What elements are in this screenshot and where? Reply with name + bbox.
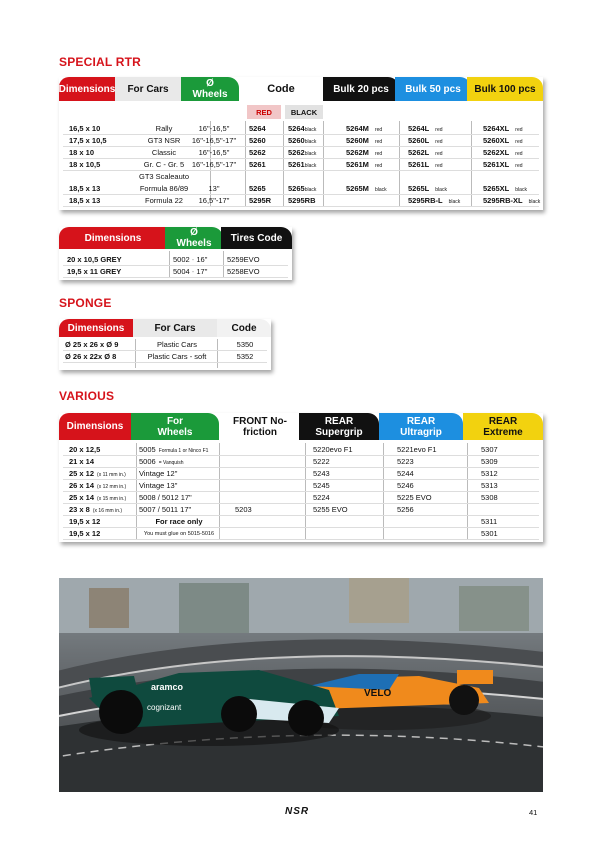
supergrip-code-cell bbox=[313, 481, 330, 490]
bulk-code-cell bbox=[408, 124, 443, 135]
bulk-code-cell bbox=[346, 124, 382, 135]
section-title-various: VARIOUS bbox=[59, 389, 115, 403]
header-rear-supergrip: REAR Supergrip bbox=[299, 413, 379, 440]
code-cell: 5350 bbox=[236, 340, 254, 349]
black-code: 5261 bbox=[288, 160, 305, 169]
dimension-cell: 20 x 10,5 GREY bbox=[67, 255, 122, 264]
header-code: Code bbox=[239, 77, 323, 101]
dimension-note: (x 11 mm in.) bbox=[97, 472, 126, 478]
dimension-note: (x 15 mm in.) bbox=[97, 496, 127, 502]
bulk-code: 5265M bbox=[346, 184, 369, 193]
header-dimensions: Dimensions bbox=[59, 319, 133, 337]
wheel-value: Vintage 13" bbox=[139, 481, 178, 490]
bulk-color: red bbox=[515, 139, 523, 145]
bulk-code: 5262L bbox=[408, 148, 430, 157]
header-bulk50: Bulk 50 pcs bbox=[395, 77, 471, 101]
wheel-cell: 16"-16,5"-17" bbox=[191, 160, 237, 169]
red-code-cell: 5295R bbox=[249, 196, 272, 205]
dimension-value: 19,5 x 12 bbox=[69, 517, 101, 526]
black-suffix: black bbox=[304, 187, 317, 193]
black-code-cell bbox=[288, 136, 316, 147]
red-code-cell: 5261 bbox=[249, 160, 266, 169]
wheel-code: 5004 bbox=[173, 267, 190, 276]
supergrip-code: 5255 EVO bbox=[313, 505, 348, 514]
dimension-cell: 18,5 x 13 bbox=[69, 196, 101, 205]
supergrip-code: 5220evo bbox=[313, 445, 342, 454]
car1-label: aramco bbox=[151, 682, 184, 692]
header-bulk100: Bulk 100 pcs bbox=[467, 77, 543, 101]
header-for-cars: For Cars bbox=[115, 77, 181, 101]
black-code-cell bbox=[288, 196, 316, 205]
black-code: 5295RB bbox=[288, 196, 316, 205]
header-wheels: Ø Wheels bbox=[181, 77, 239, 101]
wheel-value: Vintage 12" bbox=[139, 469, 178, 478]
various-table bbox=[59, 413, 543, 542]
wheel-value: For race only bbox=[155, 517, 203, 526]
dimension-cell bbox=[69, 493, 126, 504]
black-code: 5260 bbox=[288, 136, 305, 145]
evo-table bbox=[59, 227, 292, 280]
dimension-cell: 18,5 x 13 bbox=[69, 184, 101, 193]
row-divider bbox=[63, 539, 539, 540]
red-code-cell: 5262 bbox=[249, 148, 266, 157]
header-dimensions: Dimensions bbox=[59, 227, 167, 249]
dimension-value: 20 x 12,5 bbox=[69, 445, 101, 454]
bulk-code-cell bbox=[483, 184, 527, 195]
extreme-code-cell: 5307 bbox=[481, 445, 498, 454]
ultragrip-code-cell bbox=[397, 457, 414, 466]
wheel-cell bbox=[139, 469, 177, 478]
black-suffix: black bbox=[304, 139, 317, 145]
supergrip-suffix: F1 bbox=[343, 445, 353, 454]
wheel-value: You must glue on 5015-5016 bbox=[143, 531, 215, 537]
wheel-value: 5006 bbox=[139, 457, 156, 466]
bulk-code: 5262XL bbox=[483, 148, 510, 157]
extreme-code-cell: 5309 bbox=[481, 457, 498, 466]
ultragrip-code-cell bbox=[397, 493, 432, 502]
dimension-value: 23 x 8 bbox=[69, 505, 90, 514]
black-code-cell bbox=[288, 184, 316, 195]
supergrip-code-cell bbox=[313, 505, 348, 514]
wheel-cell bbox=[139, 530, 219, 539]
supergrip-code-cell bbox=[313, 457, 330, 466]
subheader-black: BLACK bbox=[285, 105, 323, 119]
black-suffix: black bbox=[304, 127, 317, 133]
wheel-cell: 16"-16,5"-17" bbox=[191, 136, 237, 145]
header-for-wheels: For Wheels bbox=[131, 413, 219, 440]
header-tires-code: Tires Code bbox=[221, 227, 292, 249]
dimension-cell bbox=[69, 469, 126, 480]
supergrip-code: 5245 bbox=[313, 481, 330, 490]
supergrip-code: 5222 bbox=[313, 457, 330, 466]
row-divider bbox=[63, 455, 539, 456]
bulk-color: red bbox=[435, 151, 443, 157]
bulk-color: black bbox=[448, 199, 461, 205]
tire-code-cell: 5259EVO bbox=[227, 255, 260, 264]
wheel-note: Formula 1 or Ninco F1 bbox=[158, 448, 209, 454]
bulk-code: 5295RB-XL bbox=[483, 196, 523, 205]
wheel-cell: 13" bbox=[208, 184, 220, 193]
ultragrip-code: 5223 bbox=[397, 457, 414, 466]
sponge-table bbox=[59, 319, 271, 370]
dimension-value: 26 x 14 bbox=[69, 481, 95, 490]
wheel-value: 5007 / 5011 17" bbox=[139, 505, 192, 514]
ultragrip-suffix: F1 bbox=[427, 445, 437, 454]
section-title-special-rtr: SPECIAL RTR bbox=[59, 55, 141, 69]
red-code-cell: 5264 bbox=[249, 124, 266, 133]
bulk-code: 5261M bbox=[346, 160, 369, 169]
bulk-code: 5260L bbox=[408, 136, 430, 145]
car-cell: GT3 Scaleauto bbox=[138, 172, 190, 181]
header-code: Code bbox=[217, 319, 271, 337]
bulk-code: 5295RB-L bbox=[408, 196, 443, 205]
bulk-code: 5262M bbox=[346, 148, 369, 157]
page-number: 41 bbox=[529, 808, 538, 817]
wheel-sep: - bbox=[189, 267, 197, 276]
wheel-cell bbox=[139, 505, 191, 514]
bulk-code: 5265L bbox=[408, 184, 430, 193]
ultragrip-code-cell bbox=[397, 445, 437, 454]
wheel-cell bbox=[139, 493, 192, 502]
extreme-code-cell: 5311 bbox=[481, 517, 498, 526]
supergrip-code-cell bbox=[313, 445, 353, 454]
bulk-color: red bbox=[374, 139, 383, 145]
car-cell: GT3 NSR bbox=[147, 136, 181, 145]
row-divider bbox=[63, 503, 539, 504]
header-wheels: Ø Wheels bbox=[165, 227, 223, 249]
section-title-sponge: SPONGE bbox=[59, 296, 112, 310]
dimension-cell bbox=[69, 481, 126, 492]
dimension-cell: 19,5 x 11 GREY bbox=[67, 267, 122, 276]
dimension-cell bbox=[69, 505, 122, 516]
car2-label: VELO bbox=[364, 688, 392, 699]
wheel-cell: 16"-16,5" bbox=[198, 124, 230, 133]
bulk-code: 5260XL bbox=[483, 136, 510, 145]
bulk-color: red bbox=[435, 127, 443, 133]
black-code: 5265 bbox=[288, 184, 305, 193]
row-divider bbox=[63, 206, 539, 207]
row-divider bbox=[63, 467, 539, 468]
header-for-cars: For Cars bbox=[133, 319, 217, 337]
black-code-cell bbox=[288, 148, 316, 159]
bulk-code: 5265XL bbox=[483, 184, 510, 193]
red-code-cell: 5260 bbox=[249, 136, 266, 145]
front-code-cell: 5203 bbox=[235, 505, 252, 514]
wheel-code: 5002 bbox=[173, 255, 190, 264]
wheel-sep: - bbox=[189, 255, 197, 264]
tire-code-cell: 5258EVO bbox=[227, 267, 260, 276]
bulk-code: 5260M bbox=[346, 136, 369, 145]
row-divider bbox=[63, 277, 288, 278]
dimension-cell bbox=[69, 529, 100, 538]
special-rtr-table bbox=[59, 77, 543, 210]
car-cell: Plastic Cars - soft bbox=[147, 352, 207, 361]
bulk-code-cell bbox=[483, 136, 523, 147]
ultragrip-code: 5221evo bbox=[397, 445, 426, 454]
bulk-code: 5261XL bbox=[483, 160, 510, 169]
supergrip-code: 5243 bbox=[313, 469, 330, 478]
dimension-cell: Ø 26 x 22x Ø 8 bbox=[65, 352, 117, 361]
dimension-cell bbox=[69, 445, 100, 454]
bulk-code-cell bbox=[483, 124, 523, 135]
black-suffix: black bbox=[304, 151, 317, 157]
wheel-cell bbox=[139, 457, 183, 468]
wheel-size: 16" bbox=[196, 255, 208, 264]
car-cell: Plastic Cars bbox=[156, 340, 197, 349]
ultragrip-code: 5256 bbox=[397, 505, 414, 514]
row-divider bbox=[63, 527, 539, 528]
bulk-code-cell bbox=[483, 196, 540, 207]
car-cell: Formula 22 bbox=[145, 196, 183, 205]
row-divider bbox=[63, 479, 539, 480]
car-cell: Classic bbox=[151, 148, 177, 157]
car-cell: Formula 86/89 bbox=[139, 184, 189, 193]
subheader-red: RED bbox=[247, 105, 281, 119]
wheel-cell bbox=[139, 517, 219, 526]
bulk-code: 5264L bbox=[408, 124, 430, 133]
ultragrip-code: 5244 bbox=[397, 469, 414, 478]
dimension-cell: 18 x 10,5 bbox=[69, 160, 101, 169]
bulk-code-cell bbox=[346, 148, 382, 159]
wheel-cell bbox=[173, 255, 207, 264]
row-divider bbox=[63, 265, 288, 266]
black-code: 5262 bbox=[288, 148, 305, 157]
dimension-note: (x 12 mm in.) bbox=[97, 484, 127, 490]
bulk-code-cell bbox=[483, 160, 523, 171]
black-code-cell bbox=[288, 160, 316, 171]
ultragrip-code-cell bbox=[397, 481, 414, 490]
bulk-color: red bbox=[374, 127, 383, 133]
dimension-cell bbox=[69, 517, 100, 526]
bulk-code: 5264XL bbox=[483, 124, 510, 133]
code-cell: 5352 bbox=[236, 352, 254, 361]
ultragrip-code: 5225 EVO bbox=[397, 493, 432, 502]
bulk-code: 5261L bbox=[408, 160, 430, 169]
bulk-code-cell bbox=[408, 160, 443, 171]
bulk-color: red bbox=[515, 127, 523, 133]
bulk-color: black bbox=[515, 187, 527, 193]
supergrip-code-cell bbox=[313, 493, 330, 502]
bulk-code-cell bbox=[346, 160, 382, 171]
red-code-cell: 5265 bbox=[249, 184, 266, 193]
bulk-code: 5264M bbox=[346, 124, 369, 133]
row-divider bbox=[63, 491, 539, 492]
bulk-code-cell bbox=[408, 136, 443, 147]
wheel-size: 17" bbox=[196, 267, 208, 276]
bulk-code-cell bbox=[408, 184, 447, 195]
bulk-color: black bbox=[374, 187, 387, 193]
row-divider bbox=[63, 350, 267, 351]
header-rear-extreme: REAR Extreme bbox=[463, 413, 543, 440]
extreme-code-cell: 5312 bbox=[481, 469, 498, 478]
bulk-color: black bbox=[528, 199, 541, 205]
wheel-value: 5005 bbox=[139, 445, 156, 454]
row-divider bbox=[63, 362, 267, 363]
black-suffix: black bbox=[304, 163, 317, 169]
header-bulk20: Bulk 20 pcs bbox=[323, 77, 399, 101]
wheel-cell bbox=[173, 267, 207, 276]
header-front: FRONT No-friction bbox=[219, 413, 301, 440]
car1-sublabel: cognizant bbox=[147, 703, 182, 712]
dimension-value: 19,5 x 12 bbox=[69, 529, 101, 538]
dimension-value: 25 x 12 bbox=[69, 469, 95, 478]
extreme-code-cell: 5308 bbox=[481, 493, 498, 502]
ultragrip-code: 5246 bbox=[397, 481, 414, 490]
wheel-value: 5008 / 5012 17" bbox=[139, 493, 192, 502]
ultragrip-code-cell bbox=[397, 469, 414, 478]
bulk-color: red bbox=[515, 163, 523, 169]
bulk-code-cell bbox=[408, 148, 443, 159]
dimension-value: 25 x 14 bbox=[69, 493, 95, 502]
header-dimensions: Dimensions bbox=[59, 413, 131, 440]
car-cell: Gr. C - Gr. 5 bbox=[143, 160, 185, 169]
bulk-code-cell bbox=[408, 196, 460, 207]
dimension-cell: 16,5 x 10 bbox=[69, 124, 101, 133]
dimension-cell: 17,5 x 10,5 bbox=[69, 136, 107, 145]
supergrip-code: 5224 bbox=[313, 493, 330, 502]
bulk-color: red bbox=[515, 151, 523, 157]
ultragrip-code-cell bbox=[397, 505, 414, 514]
dimension-cell: Ø 25 x 26 x Ø 9 bbox=[65, 340, 119, 349]
wheel-cell: 16"-16,5" bbox=[198, 148, 230, 157]
slot-car-race-photo bbox=[59, 578, 543, 792]
bulk-color: black bbox=[435, 187, 447, 193]
dimension-value: 21 x 14 bbox=[69, 457, 95, 466]
black-code: 5264 bbox=[288, 124, 305, 133]
bulk-color: red bbox=[374, 151, 383, 157]
bulk-code-cell bbox=[346, 184, 387, 195]
header-dimensions: Dimensions bbox=[59, 77, 115, 101]
bulk-code-cell bbox=[483, 148, 523, 159]
black-code-cell bbox=[288, 124, 316, 135]
extreme-code-cell: 5301 bbox=[481, 529, 498, 538]
dimension-note: (x 16 mm in.) bbox=[92, 508, 123, 514]
dimension-cell bbox=[69, 457, 94, 466]
wheel-cell bbox=[139, 481, 177, 490]
bulk-color: red bbox=[435, 139, 443, 145]
car-cell: Rally bbox=[155, 124, 173, 133]
bulk-color: red bbox=[435, 163, 443, 169]
header-rear-ultragrip: REAR Ultragrip bbox=[379, 413, 463, 440]
supergrip-code-cell bbox=[313, 469, 330, 478]
wheel-cell bbox=[139, 445, 208, 456]
nsr-logo: NSR bbox=[285, 806, 310, 817]
wheel-note: = Vanquish bbox=[158, 460, 184, 466]
dimension-cell: 18 x 10 bbox=[69, 148, 95, 157]
bulk-color: red bbox=[374, 163, 383, 169]
bulk-code-cell bbox=[346, 136, 382, 147]
extreme-code-cell: 5313 bbox=[481, 481, 498, 490]
wheel-cell: 16,5"-17" bbox=[198, 196, 230, 205]
row-divider bbox=[63, 515, 539, 516]
